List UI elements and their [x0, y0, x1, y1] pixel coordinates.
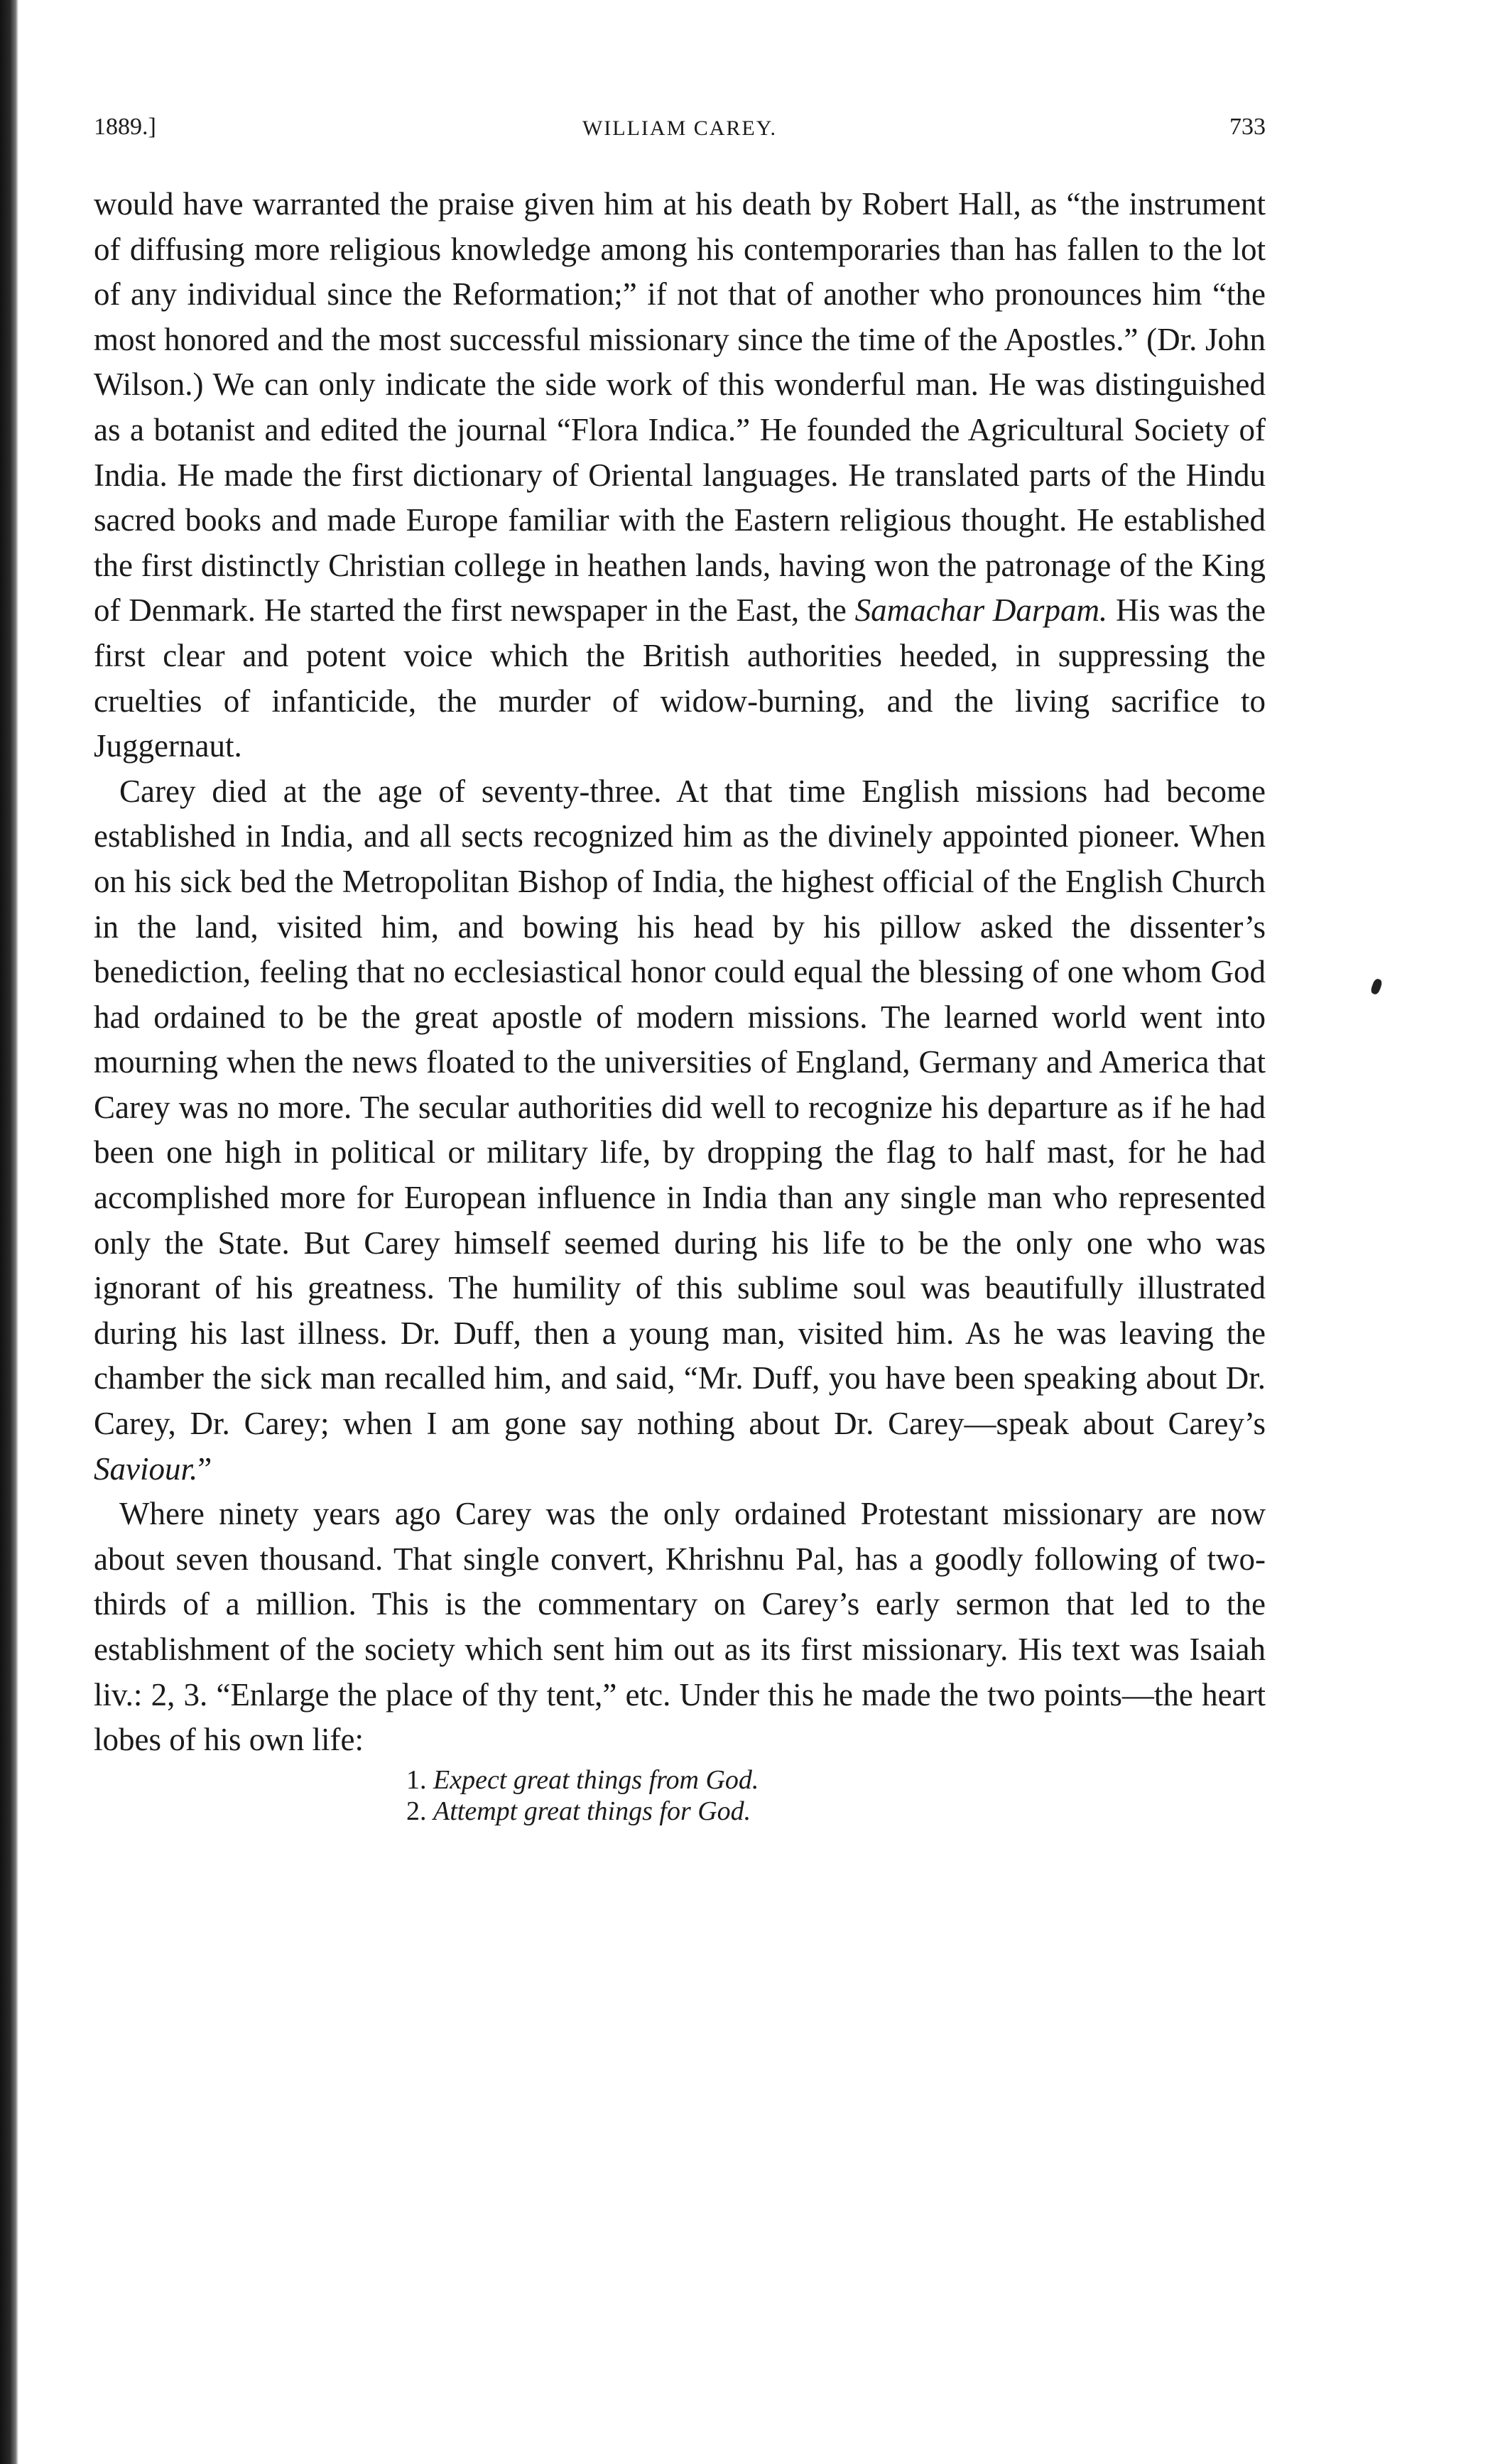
- ink-speck: [1370, 978, 1384, 996]
- page-number: 733: [1229, 114, 1266, 140]
- paragraph-2: [94, 769, 1266, 1492]
- motto-list: [406, 1764, 1266, 1827]
- paragraph-2-italic: Saviour.: [94, 1450, 198, 1487]
- paragraph-1-text: would have warranted the praise given him at his death by Robert Hall, as “the instrument of diffusing more religious knowledge among his contemporaries than has fallen to the lot of any individual since the Reformation;” if not that of another who pronounces him “the most honored and the most successful missionary since the time of the Apostles.” (Dr. John Wilson.) We can only indicate the side work of this wonderful man. He was distinguished as a botanist and edited the journal “Flora Indica.” He founded the Agricultural Society of India. He made the first dictionary of Oriental languages. He translated parts of the Hindu sacred books and made Europe familiar with the Eastern religious thought. He established the first distinctly Christian college in heathen lands, having won the patronage of the King of Denmark. He started the first newspaper in the East, the: [94, 186, 1266, 629]
- paragraph-1-text-after: His was the first clear and potent voice which the British authorities heeded, in suppressing the cruelties of infanticide, the murder of widow-burning, and the living sacrifice to Juggernaut.: [94, 592, 1266, 764]
- paragraph-3-text: Where ninety years ago Carey was the only ordained Protestant missionary are now about seven thousand. That single convert, Khrishnu Pal, has a goodly following of two-thirds of a million. This is the commentary on Carey’s early sermon that led to the establishment of the society which sent him out as its first missionary. His text was Isaiah liv.: 2, 3. “Enlarge the place of thy tent,” etc. Under this he made the two points—the heart lobes of his own life:: [94, 1496, 1266, 1758]
- page-binding-edge: [0, 0, 18, 2464]
- motto-item: [406, 1796, 1266, 1827]
- paragraph-1-italic: Samachar Darpam.: [854, 592, 1108, 629]
- motto-number: 1.: [406, 1764, 427, 1795]
- paragraph-2-text-after: ”: [197, 1450, 212, 1487]
- book-page: [94, 114, 1266, 1827]
- body-text: [94, 182, 1266, 1763]
- header-title: WILLIAM CAREY.: [582, 116, 778, 140]
- motto-item: [406, 1764, 1266, 1796]
- paragraph-1: [94, 182, 1266, 769]
- motto-number: 2.: [406, 1796, 427, 1826]
- running-head: [94, 114, 1266, 156]
- paragraph-2-text: Carey died at the age of seventy-three. At that time English missions had become established in India, and all sects recognized him as the divinely appointed pioneer. When on his sick bed the Metropolitan Bishop of India, the highest official of the English Church in the land, visited him, and bowing his head by his pillow asked the dissenter’s benediction, feeling that no ecclesiastical honor could equal the blessing of one whom God had ordained to be the great apostle of modern missions. The learned world went into mourning when the news floated to the universities of England, Germany and America that Carey was no more. The secular authorities did well to recognize his departure as if he had been one high in political or military life, by dropping the flag to half mast, for he had accomplished more for European influence in India than any single man who represented only the State. But Carey himself seemed during his life to be the only one who was ignorant of his greatness. The humility of this sublime soul was beautifully illustrated during his last illness. Dr. Duff, then a young man, visited him. As he was leaving the chamber the sick man recalled him, and said, “Mr. Duff, you have been speaking about Dr. Carey, Dr. Carey; when I am gone say nothing about Dr. Carey—speak about Carey’s: [94, 773, 1266, 1442]
- header-year: 1889.]: [94, 114, 156, 140]
- paragraph-3: [94, 1492, 1266, 1763]
- motto-text: Expect great things from God.: [433, 1764, 759, 1795]
- motto-text: Attempt great things for God.: [433, 1796, 751, 1826]
